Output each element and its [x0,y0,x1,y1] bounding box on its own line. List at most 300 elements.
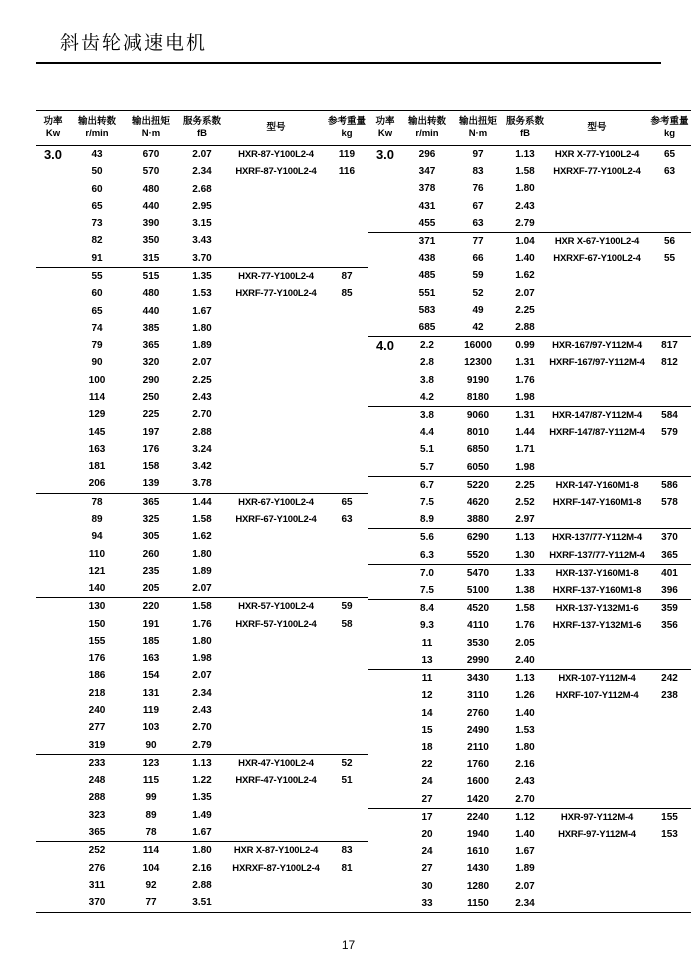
cell-output-speed: 22 [421,759,433,771]
cell-model: HXRXF-67-Y100L2-4 [553,253,641,265]
cell-weight [648,459,691,477]
col-header-service-factor-line2: fB [519,128,531,139]
cell-weight [326,545,368,562]
table-row [368,773,691,790]
cell-weight [648,843,691,860]
cell-weight [326,737,368,755]
cell-output-torque: 42 [452,319,504,337]
table-row [36,198,368,215]
cell-output-speed: 15 [421,724,433,736]
cell-output-speed: 65 [91,200,103,212]
cell-weight [326,824,368,842]
table-row [368,441,691,458]
cell-output-torque: 115 [142,775,160,787]
table-row [368,372,691,389]
cell-model [546,180,648,197]
cell-service-factor: 2.70 [192,409,212,421]
col-header-output-speed-line1: 输出转数 [77,116,116,127]
cell-output-speed: 110 [88,548,106,560]
cell-power [368,791,402,809]
cell-output-speed: 24 [421,776,433,788]
cell-power [36,789,70,806]
cell-power [368,547,402,565]
cell-output-speed: 252 [88,845,106,857]
cell-output-speed: 27 [402,791,452,809]
cell-model [226,406,326,423]
cell-weight: 51 [341,775,353,787]
cell-service-factor: 1.62 [192,531,212,543]
cell-power [36,511,70,528]
cell-model [546,267,648,284]
cell-output-torque: 1150 [452,895,504,913]
cell-weight: 356 [661,620,678,632]
cell-power [368,459,402,477]
cell-output-torque: 97 [472,149,484,160]
cell-output-torque: 12300 [464,357,492,369]
cell-output-torque: 4110 [467,620,489,632]
cell-service-factor: 1.76 [515,620,535,632]
cell-service-factor: 1.44 [515,427,535,439]
cell-output-speed: 24 [421,846,433,858]
cell-power [368,476,402,494]
cell-power [36,406,70,423]
col-header-output-torque-line2: N·m [468,128,488,139]
cell-output-torque: 3430 [466,673,490,685]
cell-service-factor: 2.97 [504,511,546,529]
cell-power [368,180,402,197]
cell-power [36,232,70,249]
cell-service-factor: 2.34 [192,687,212,699]
cell-power [368,739,402,756]
table-row [36,702,368,719]
col-header-output-speed-line1: 输出转数 [407,116,446,127]
cell-weight [326,181,368,198]
cell-model: HXR X-77-Y100L2-4 [554,149,640,160]
col-header-service-factor-line1: 服务系数 [182,116,221,127]
cell-weight [326,807,368,824]
cell-output-torque: 3110 [467,690,489,702]
cell-weight [648,372,691,389]
cell-weight [326,633,368,650]
cell-output-speed: 5.6 [420,532,434,544]
cell-weight: 116 [338,166,356,178]
table-row [36,303,368,320]
table-row [36,215,368,232]
cell-service-factor: 1.58 [192,601,212,613]
cell-service-factor: 2.07 [192,670,212,682]
cell-power [368,617,402,634]
cell-service-factor: 2.70 [504,791,546,809]
cell-output-speed: 145 [88,426,106,438]
table-row [36,894,368,912]
cell-weight [648,285,691,302]
table-row [368,302,691,319]
table-row [36,598,368,616]
cell-power [368,895,402,913]
cell-power [368,285,402,302]
cell-service-factor: 1.33 [515,567,535,579]
cell-model [546,878,648,895]
table-row [368,407,691,425]
cell-power [36,824,70,842]
cell-model [226,807,326,824]
table-row [368,459,691,477]
cell-model [226,580,326,598]
cell-output-speed: 277 [88,722,106,734]
table-row [368,564,691,582]
cell-output-torque: 163 [142,653,160,665]
cell-output-speed: 17 [421,811,433,823]
cell-weight [326,789,368,806]
cell-service-factor: 1.80 [192,322,212,334]
cell-weight: 370 [661,532,678,544]
cell-weight [648,773,691,790]
left-spec-table [36,110,368,913]
cell-weight [326,894,368,912]
cell-output-torque: 197 [142,426,160,438]
cell-service-factor: 1.76 [192,618,212,630]
cell-model: HXRF-167/97-Y112M-4 [549,357,645,369]
cell-model [546,652,648,670]
cell-output-torque: 78 [124,824,178,842]
cell-service-factor: 1.98 [192,653,212,665]
cell-model: HXR-87-Y100L2-4 [238,149,314,161]
table-row [368,705,691,722]
cell-output-speed: 13 [402,652,452,670]
cell-model [226,667,326,684]
cell-output-speed: 248 [88,775,106,787]
cell-output-speed: 27 [421,863,433,875]
table-row [368,215,691,233]
col-header-weight-line2: kg [341,128,353,139]
cell-power [368,860,402,877]
cell-model: HXR-57-Y100L2-4 [238,601,314,613]
cell-power [368,878,402,895]
table-row [368,860,691,877]
col-header-output-speed-line2: r/min [415,128,439,139]
cell-model [226,633,326,650]
cell-model [546,722,648,739]
cell-output-torque: 290 [142,374,160,386]
cell-service-factor: 1.31 [515,357,535,369]
table-row [36,616,368,633]
cell-weight: 401 [661,567,678,579]
right-table-body [368,146,691,913]
cell-output-torque: 670 [142,149,160,161]
col-header-output-torque [124,111,178,146]
cell-power [368,233,402,251]
cell-output-speed: 365 [70,824,124,842]
table-row [368,635,691,652]
cell-model: HXR-47-Y100L2-4 [238,757,314,769]
table-row [36,337,368,354]
cell-weight: 812 [661,357,678,369]
cell-output-speed: 2.2 [420,340,434,352]
cell-weight [326,250,368,268]
cell-output-speed: 163 [88,443,106,455]
cell-power [368,722,402,739]
cell-output-speed: 121 [88,565,106,577]
cell-weight [648,215,691,233]
cell-weight [326,372,368,389]
cell-weight [326,458,368,475]
cell-output-torque: 325 [142,513,160,525]
cell-weight [648,302,691,319]
cell-power [368,670,402,688]
cell-model: HXRF-97-Y112M-4 [558,828,636,840]
cell-power [36,458,70,475]
col-header-power-line1: 功率 [375,116,395,127]
cell-output-speed: 14 [421,707,433,719]
cell-weight [326,303,368,320]
cell-output-torque: 1760 [466,759,490,771]
cell-model [546,705,648,722]
cell-output-speed: 323 [88,809,106,821]
cell-power [36,772,70,789]
cell-output-torque: 365 [142,496,160,508]
cell-model [226,372,326,389]
col-header-model [226,111,326,146]
table-row [36,580,368,598]
col-header-power [36,111,70,146]
left-table-body [36,146,368,913]
col-header-weight [648,111,691,146]
cell-weight: 238 [661,690,678,702]
cell-power [368,564,402,582]
cell-model: HXR X-67-Y100L2-4 [554,236,640,248]
cell-output-torque: 385 [142,322,160,334]
cell-output-speed: 11 [421,637,433,649]
cell-weight [648,895,691,913]
cell-model: HXR-137-Y160M1-8 [555,567,639,579]
table-row [36,372,368,389]
cell-model [226,389,326,406]
cell-service-factor: 1.40 [515,707,535,719]
cell-model: HXRF-87-Y100L2-4 [235,166,317,178]
col-header-weight-line1: 参考重量 [650,116,689,127]
cell-power [36,877,70,894]
cell-service-factor: 1.13 [192,757,212,769]
cell-weight: 52 [341,757,353,769]
cell-model [226,320,326,337]
cell-output-torque: 4520 [466,603,490,615]
table-row [36,389,368,406]
cell-weight [326,563,368,580]
cell-power [368,705,402,722]
cell-output-torque: 9060 [466,410,490,422]
cell-power [36,545,70,562]
cell-model: HXRXF-87-Y100L2-4 [232,862,320,874]
cell-output-torque: 390 [142,218,160,230]
cell-model [226,650,326,667]
cell-output-torque: 104 [142,862,160,874]
cell-service-factor: 1.80 [515,741,535,753]
cell-weight [648,739,691,756]
cell-model [546,843,648,860]
table-row [368,617,691,634]
cell-power [368,756,402,773]
table-row [36,424,368,441]
cell-output-speed: 378 [418,183,436,195]
cell-output-torque: 67 [472,200,484,212]
cell-model: HXR X-87-Y100L2-4 [233,845,319,857]
cell-model [546,319,648,337]
table-row [368,511,691,529]
cell-power [368,826,402,843]
cell-output-speed: 155 [88,635,106,647]
cell-output-speed: 74 [91,322,103,334]
table-row [368,337,691,355]
col-header-power [368,111,402,146]
table-row [36,772,368,789]
right-table-header [368,111,691,146]
cell-service-factor: 1.13 [515,149,535,160]
cell-weight [648,319,691,337]
cell-service-factor: 2.79 [504,215,546,233]
cell-power [36,807,70,824]
cell-power [36,702,70,719]
cell-weight: 59 [341,601,353,613]
cell-output-speed: 114 [88,391,106,403]
cell-weight [648,860,691,877]
cell-output-speed: 6.7 [420,479,434,491]
cell-output-speed: 319 [70,737,124,755]
cell-model [226,458,326,475]
cell-output-torque: 250 [142,391,160,403]
cell-weight [326,441,368,458]
cell-service-factor: 1.71 [515,444,535,456]
table-row [368,476,691,494]
cell-weight [648,635,691,652]
table-row [368,808,691,826]
cell-output-torque: 480 [142,183,160,195]
col-header-service-factor [504,111,546,146]
cell-model [226,789,326,806]
table-row [368,163,691,180]
cell-output-torque: 4620 [466,497,490,509]
cell-weight [648,756,691,773]
cell-power [368,843,402,860]
cell-service-factor: 1.13 [515,673,535,685]
cell-service-factor: 1.44 [192,496,212,508]
cell-model [546,635,648,652]
cell-weight: 396 [648,582,691,600]
cell-service-factor: 3.24 [192,443,212,455]
cell-power [368,511,402,529]
col-header-output-torque [452,111,504,146]
cell-output-torque: 119 [142,705,160,717]
cell-service-factor: 2.88 [192,426,212,438]
cell-output-torque: 99 [145,792,157,804]
cell-power: 3.0 [375,147,395,162]
cell-power [36,441,70,458]
cell-output-torque: 220 [142,601,160,613]
cell-output-speed: 218 [88,687,106,699]
cell-model [226,528,326,545]
cell-weight: 578 [661,497,678,509]
cell-service-factor: 2.43 [515,776,535,788]
cell-output-torque: 5520 [452,547,504,565]
cell-output-torque: 5220 [466,479,490,491]
table-row [36,877,368,894]
col-header-service-factor [178,111,226,146]
cell-service-factor: 1.58 [515,603,535,615]
cell-weight: 63 [663,166,676,178]
header-row [36,111,368,146]
table-row [36,285,368,302]
cell-service-factor: 2.40 [504,652,546,670]
cell-model [226,232,326,249]
table-row [36,320,368,337]
cell-output-torque: 66 [472,253,484,265]
cell-output-torque: 154 [142,670,160,682]
cell-power [36,198,70,215]
cell-weight [648,389,691,407]
cell-output-speed: 100 [88,374,106,386]
table-row [368,600,691,618]
cell-weight [326,528,368,545]
table-row [36,545,368,562]
cell-output-torque: 9190 [466,374,490,386]
cell-model [546,895,648,913]
cell-service-factor: 1.80 [192,845,212,857]
cell-weight: 81 [341,862,353,874]
cell-model: HXR-107-Y112M-4 [558,673,636,685]
cell-service-factor: 1.26 [515,690,535,702]
cell-weight: 155 [661,811,678,823]
cell-output-speed: 55 [91,271,103,282]
cell-output-torque: 1430 [466,863,490,875]
cell-model: HXR-97-Y112M-4 [560,811,634,823]
table-row [368,198,691,215]
cell-output-torque: 114 [142,845,160,857]
cell-model [546,860,648,877]
cell-service-factor: 2.34 [504,895,546,913]
table-row [36,406,368,423]
cell-output-torque: 123 [142,757,160,769]
table-row [368,547,691,565]
table-row [368,582,691,600]
cell-service-factor: 1.04 [515,236,535,248]
cell-weight: 119 [338,149,356,161]
table-row [36,163,368,180]
cell-model [226,545,326,562]
cell-power [368,198,402,215]
cell-output-speed: 551 [418,287,436,299]
cell-output-torque: 2760 [466,707,490,719]
cell-model [546,285,648,302]
cell-service-factor: 2.07 [192,357,212,369]
cell-output-torque: 205 [124,580,178,598]
table-row [36,842,368,860]
cell-service-factor: 1.80 [192,548,212,560]
cell-output-speed: 150 [88,618,106,630]
table-row [368,687,691,704]
cell-output-speed: 7.5 [402,582,452,600]
cell-model [226,719,326,736]
table-row [368,319,691,337]
cell-service-factor: 1.38 [504,582,546,600]
cell-model: HXRF-137-Y160M1-8 [546,582,648,600]
cell-output-speed: 5.1 [420,444,434,456]
table-row [36,824,368,842]
cell-service-factor: 1.40 [515,253,535,265]
cell-power [36,737,70,755]
cell-service-factor: 1.53 [192,288,212,300]
cell-power [36,894,70,912]
cell-output-torque: 158 [142,461,160,473]
cell-output-speed: 140 [70,580,124,598]
